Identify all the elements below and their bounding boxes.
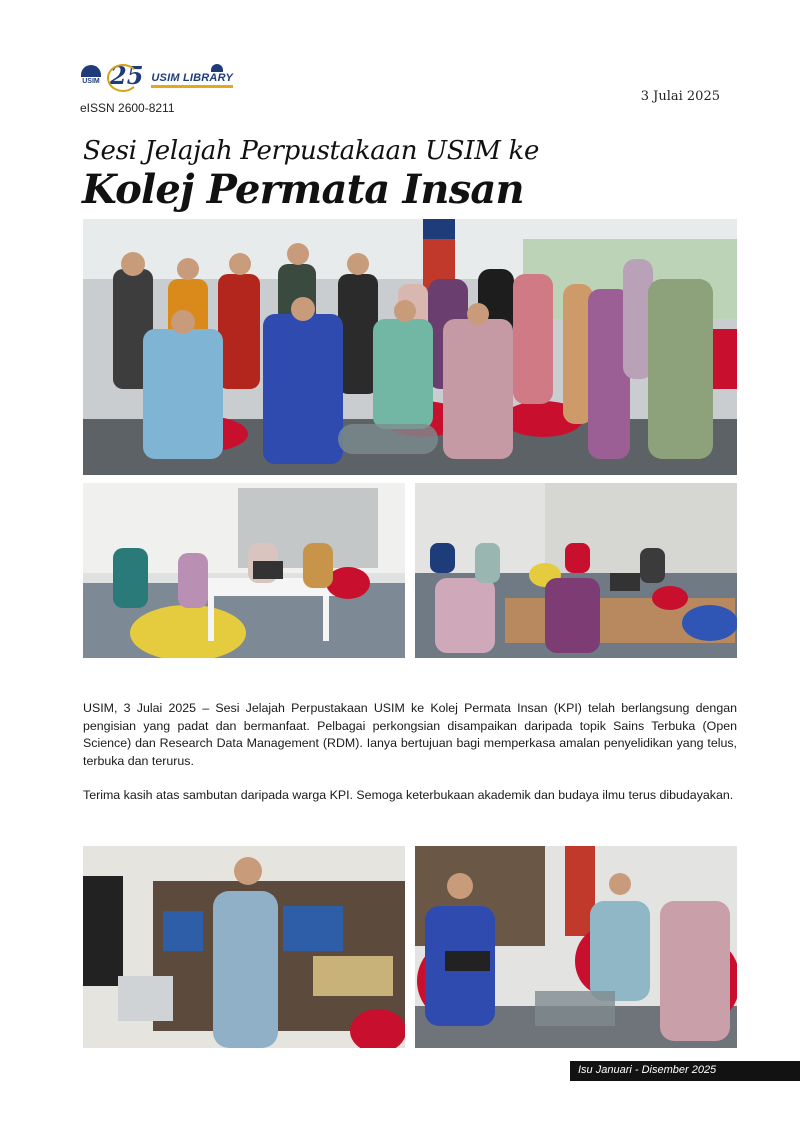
panel-discussion-photo (415, 846, 737, 1048)
logo-group (80, 60, 233, 92)
article-paragraph-2: Terima kasih atas sambutan daripada warga KPI. Semoga keterbukaan akademik dan budaya ilmu terus dibudayakan. (83, 788, 734, 802)
library-session-photo-2 (415, 483, 737, 658)
issue-footer-bar (570, 1061, 800, 1081)
issue-label: Isu Januari - Disember 2025 (578, 1064, 717, 1076)
article-paragraph-1: USIM, 3 Julai 2025 – Sesi Jelajah Perpustakaan USIM ke Kolej Permata Insan (KPI) telah berlangsung dengan pengisian yang padat dan bermanfaat. Pelbagai perkongsian disampaikan daripada topik Sains Terbuka (Open Science) dan Research Data Management (RDM). Ianya bertujuan bagi memperkasa amalan penyelidikan yang telus, terbuka dan terurus. (83, 701, 737, 768)
presenter-photo (83, 846, 405, 1048)
library-session-photo-1 (83, 483, 405, 658)
library-logo-text: USIM LIBRARY (151, 72, 233, 88)
article-title-line-1: Sesi Jelajah Perpustakaan USIM ke (83, 136, 540, 166)
anniversary-25-logo: 25 (110, 63, 143, 89)
publication-date: 3 Julai 2025 (640, 89, 720, 104)
group-photo (83, 219, 737, 475)
usim-logo: USIM (80, 63, 102, 89)
issn-label: eISSN 2600-8211 (80, 101, 175, 115)
article-body (83, 700, 737, 805)
article-title-line-2: Kolej Permata Insan (82, 166, 524, 213)
usim-library-logo (151, 64, 233, 88)
